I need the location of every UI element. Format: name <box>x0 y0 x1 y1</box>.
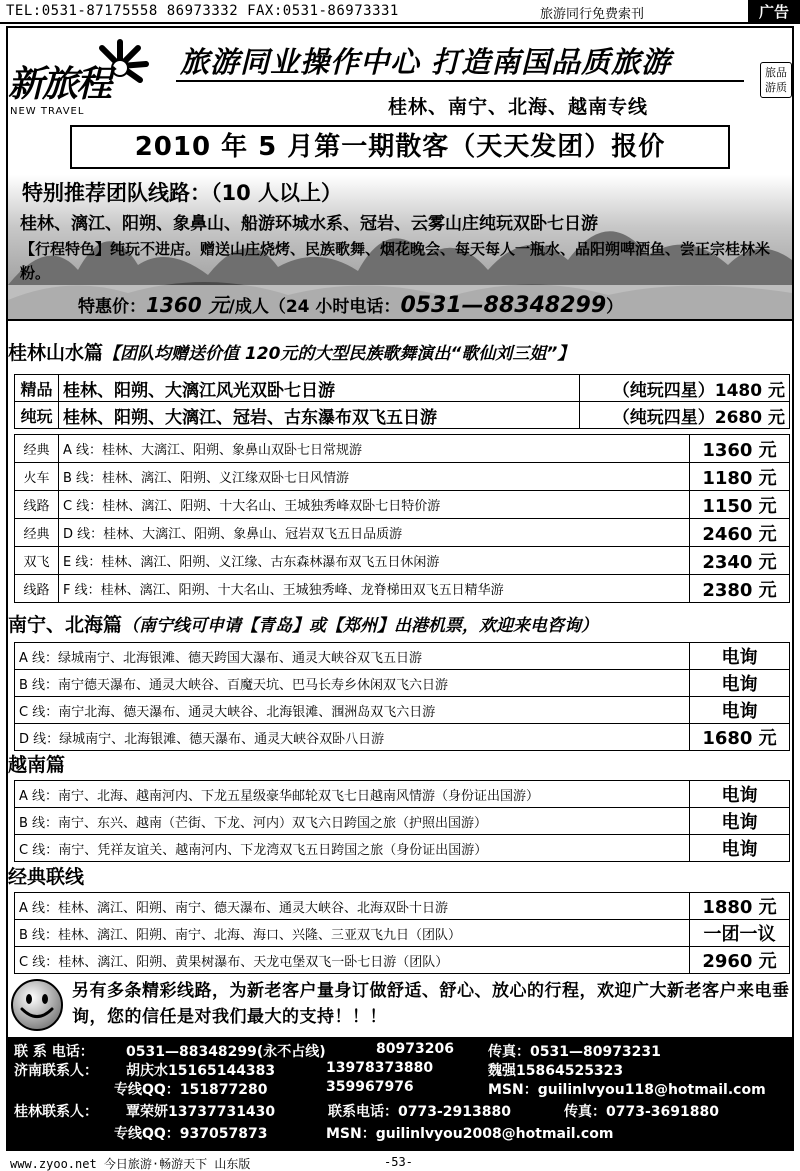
promo-price-close: ） <box>606 297 624 317</box>
footer-text: 联 系 电话： <box>14 1044 94 1060</box>
bottom-bar <box>0 1153 800 1171</box>
table-row <box>15 402 790 429</box>
route-cell: A 线：桂林、漓江、阳朔、南宁、德天瀑布、通灵大峡谷、北海双卧十日游 <box>15 893 690 920</box>
route-cell: A 线：桂林、大漓江、阳朔、象鼻山双卧七日常规游 <box>59 435 690 463</box>
closing-text: 另有多条精彩线路，为新老客户量身订做舒适、舒心、放心的行程，欢迎广大新老客户来电垂询，您的信任是对我们最大的支持！！！ <box>72 981 790 1027</box>
price-cell: 2380 元 <box>690 575 790 603</box>
promo-feature-label: 【行程特色】 <box>20 240 111 258</box>
smiley-icon <box>10 978 64 1032</box>
guilin-heading: 桂林山水篇 <box>8 342 104 364</box>
table-row <box>15 893 790 920</box>
table-row <box>15 643 790 670</box>
vietnam-section-heading <box>8 750 792 777</box>
nanning-note: （南宁线可申请【青岛】或【郑州】出港机票，欢迎来电咨询） <box>122 616 599 636</box>
price-cell: 电询 <box>690 781 790 808</box>
header-index: 旅游同行免费索刊 <box>540 7 645 22</box>
category-cell: 火车 <box>15 463 59 491</box>
promo-feature-text: 纯玩不进店。赠送山庄烧烤、民族歌舞、烟花晚会、每天每人一瓶水、品阳朔啤酒鱼、尝正宗桂林米粉。 <box>20 240 771 282</box>
slogan-underline <box>176 80 744 82</box>
table-row <box>15 920 790 947</box>
footer-text: 联系电话：0773-2913880 <box>328 1104 511 1120</box>
route-cell: A 线：南宁、北海、越南河内、下龙五星级豪华邮轮双飞七日越南风情游（身份证出国游） <box>15 781 690 808</box>
table-row <box>15 491 790 519</box>
price-cell: 1880 元 <box>690 893 790 920</box>
ad-tag: 广告 <box>748 0 800 24</box>
price-cell: 电询 <box>690 670 790 697</box>
price-cell: 1360 元 <box>690 435 790 463</box>
footer-text: 359967976 <box>326 1079 414 1095</box>
footer-text: 桂林联系人： <box>14 1104 98 1120</box>
header-contact: TEL:0531-87175558 86973332 FAX:0531-86973331 <box>6 3 399 19</box>
promo-price-label: 特惠价： <box>78 297 146 317</box>
route-cell: 桂林、阳朔、大漓江、冠岩、古东瀑布双飞五日游 <box>59 402 580 429</box>
price-cell: 2460 元 <box>690 519 790 547</box>
category-cell: 经典 <box>15 435 59 463</box>
price-cell: （纯玩四星）2680 元 <box>580 402 790 429</box>
nanning-heading: 南宁、北海篇 <box>8 614 123 636</box>
logo <box>8 36 163 120</box>
table-row <box>15 435 790 463</box>
footer-text: 专线QQ：937057873 <box>114 1126 268 1142</box>
logo-english: NEW TRAVEL <box>10 106 85 117</box>
footer-text: MSN：guilinlvyou2008@hotmail.com <box>326 1126 614 1142</box>
table-row <box>15 547 790 575</box>
combo-lines-table <box>14 892 790 974</box>
price-cell: 电询 <box>690 697 790 724</box>
route-cell: F 线：桂林、漓江、阳朔、十大名山、王城独秀峰、龙脊梯田双飞五日精华游 <box>59 575 690 603</box>
promo-heading: 特别推荐团队线路：（10 人以上） <box>22 181 343 205</box>
category-cell: 线路 <box>15 575 59 603</box>
footer-text: 0531—88348299(永不占线) <box>126 1044 326 1060</box>
route-cell: 桂林、阳朔、大漓江风光双卧七日游 <box>59 375 580 402</box>
footer-text: 传真：0531—80973231 <box>488 1044 661 1060</box>
promo-features <box>20 237 790 285</box>
guilin-section-heading <box>8 338 792 365</box>
route-cell: D 线：桂林、大漓江、阳朔、象鼻山、冠岩双飞五日品质游 <box>59 519 690 547</box>
combo-heading: 经典联线 <box>8 866 85 888</box>
footer-text: 80973206 <box>376 1041 454 1057</box>
route-cell: B 线：南宁、东兴、越南（芒街、下龙、河内）双飞六日跨国之旅（护照出国游） <box>15 808 690 835</box>
price-cell: 2960 元 <box>690 947 790 974</box>
promo-price: 1360 元 <box>146 293 229 317</box>
promo-route: 桂林、漓江、阳朔、象鼻山、船游环城水系、冠岩、云雾山庄纯玩双卧七日游 <box>20 214 598 234</box>
table-row <box>15 575 790 603</box>
price-cell: 电询 <box>690 835 790 862</box>
logo-text: 新旅程 <box>8 64 111 105</box>
price-cell: 1680 元 <box>690 724 790 751</box>
route-cell: C 线：南宁、凭祥友谊关、越南河内、下龙湾双飞五日跨国之旅（身份证出国游） <box>15 835 690 862</box>
premium-table <box>14 374 790 429</box>
table-row <box>15 697 790 724</box>
promo-box <box>8 175 792 321</box>
table-row <box>15 670 790 697</box>
footer-text: 魏强15864525323 <box>488 1063 624 1079</box>
contact-footer <box>6 1037 794 1150</box>
route-cell: C 线：桂林、漓江、阳朔、黄果树瀑布、天龙屯堡双飞一卧七日游（团队） <box>15 947 690 974</box>
price-cell: （纯玩四星）1480 元 <box>580 375 790 402</box>
route-list: 桂林、南宁、北海、越南专线 <box>388 96 649 118</box>
route-cell: E 线：桂林、漓江、阳朔、义江缘、古东森林瀑布双飞五日休闲游 <box>59 547 690 575</box>
top-bar <box>0 0 800 24</box>
table-row <box>15 808 790 835</box>
route-cell: B 线：桂林、漓江、阳朔、义江缘双卧七日风情游 <box>59 463 690 491</box>
footer-text: 覃荣妍13737731430 <box>126 1104 276 1120</box>
price-cell: 电询 <box>690 643 790 670</box>
table-row <box>15 463 790 491</box>
table-row <box>15 781 790 808</box>
route-cell: C 线：桂林、漓江、阳朔、十大名山、王城独秀峰双卧七日特价游 <box>59 491 690 519</box>
vietnam-lines-table <box>14 780 790 862</box>
category-cell: 纯玩 <box>15 402 59 429</box>
promo-phone: 0531—88348299 <box>400 293 607 318</box>
route-cell: A 线：绿城南宁、北海银滩、德天跨国大瀑布、通灵大峡谷双飞五日游 <box>15 643 690 670</box>
footer-text: 济南联系人： <box>14 1063 98 1079</box>
category-cell: 精品 <box>15 375 59 402</box>
table-row <box>15 724 790 751</box>
vietnam-heading: 越南篇 <box>8 754 66 776</box>
price-cell: 1150 元 <box>690 491 790 519</box>
promo-price-line <box>78 289 623 318</box>
table-row <box>15 947 790 974</box>
price-cell: 2340 元 <box>690 547 790 575</box>
route-cell: D 线：绿城南宁、北海银滩、德天瀑布、通灵大峡谷双卧八日游 <box>15 724 690 751</box>
site-line: www.zyoo.net 今日旅游·畅游天下 山东版 <box>10 1157 251 1171</box>
guilin-note: 【团队均赠送价值 120元的大型民族歌舞演出“歌仙刘三姐”】 <box>103 344 575 364</box>
price-cell: 1180 元 <box>690 463 790 491</box>
guilin-lines-table <box>14 434 790 603</box>
category-cell: 双飞 <box>15 547 59 575</box>
price-cell: 电询 <box>690 808 790 835</box>
quote-title: 2010 年 5 月第一期散客（天天发团）报价 <box>70 125 730 169</box>
price-cell: 一团一议 <box>690 920 790 947</box>
footer-text: 胡庆水15165144383 <box>126 1063 276 1079</box>
footer-text: 13978373880 <box>326 1060 434 1076</box>
footer-text: 传真：0773-3691880 <box>564 1104 719 1120</box>
nanning-lines-table <box>14 642 790 751</box>
nanning-section-heading <box>8 610 792 637</box>
route-cell: B 线：桂林、漓江、阳朔、南宁、北海、海口、兴隆、三亚双飞九日（团队） <box>15 920 690 947</box>
table-row <box>15 519 790 547</box>
category-cell: 线路 <box>15 491 59 519</box>
footer-text: 专线QQ：151877280 <box>114 1082 268 1098</box>
page-number: -53- <box>384 1155 413 1169</box>
quality-stamp: 旅品游质 <box>760 62 792 98</box>
footer-text: MSN：guilinlvyou118@hotmail.com <box>488 1082 766 1098</box>
slogan: 旅游同业操作中心 打造南国品质旅游 <box>180 45 672 79</box>
route-cell: C 线：南宁北海、德天瀑布、通灵大峡谷、北海银滩、涠洲岛双飞六日游 <box>15 697 690 724</box>
category-cell: 经典 <box>15 519 59 547</box>
table-row <box>15 835 790 862</box>
route-cell: B 线：南宁德天瀑布、通灵大峡谷、百魔天坑、巴马长寿乡休闲双飞六日游 <box>15 670 690 697</box>
promo-price-unit: /成人（24 小时电话： <box>228 297 401 317</box>
combo-section-heading <box>8 862 792 889</box>
table-row <box>15 375 790 402</box>
